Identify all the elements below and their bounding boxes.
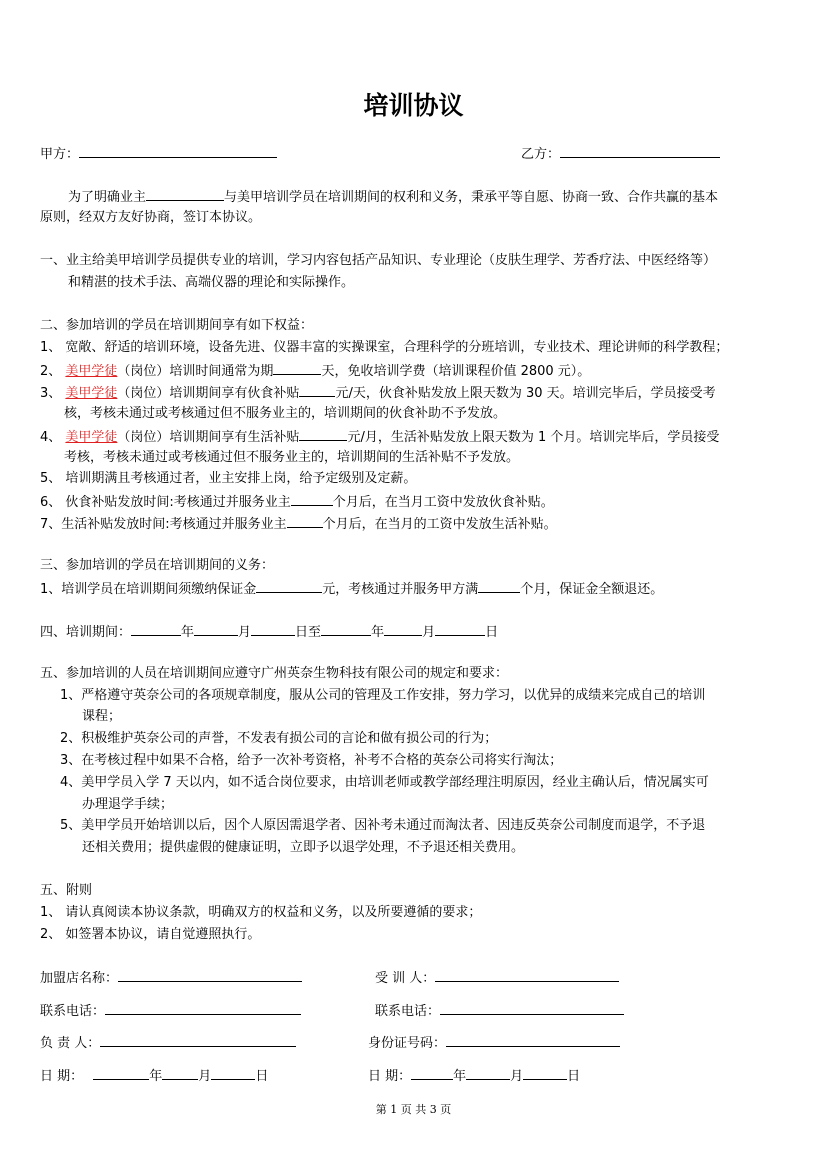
section-3-heading: 三、参加培训的学员在培训期间的义务： <box>40 558 275 573</box>
left-year-field[interactable] <box>93 1066 149 1080</box>
manager-line <box>40 1033 296 1053</box>
year-label: 年 <box>149 1069 163 1084</box>
id-line <box>368 1033 620 1053</box>
party-b-line <box>521 144 720 164</box>
date-label: 日 期： <box>40 1069 84 1084</box>
section-1-line-1: 一、业主给美甲培训学员提供专业的培训，学习内容包括产品知识、专业理论（皮肤生理学、芳香疗法、中医经络等） <box>40 253 717 268</box>
left-month-field[interactable] <box>162 1066 198 1080</box>
rule-item-5: 5、美甲学员开始培训以后，因个人原因需退学者、因补考未通过而淘汰者、因违反英奈公司制度而退学，不予退 <box>60 818 706 833</box>
store-name-label: 加盟店名称： <box>40 971 119 986</box>
rule-item-4-cont: 办理退学手续； <box>82 797 174 812</box>
item-number: 4、 <box>40 430 66 445</box>
item-text: （岗位）培训期间享有伙食补贴 <box>117 386 300 401</box>
month-label: 月 <box>422 625 436 640</box>
phone-right-line <box>375 1001 624 1021</box>
party-a-line <box>40 144 277 164</box>
period-label: 四、培训期间： <box>40 625 132 640</box>
date-left-line <box>40 1066 268 1086</box>
store-name-field[interactable] <box>118 968 302 982</box>
rule-item-5-cont: 还相关费用；提供虚假的健康证明，立即予以退学处理，不予退还相关费用。 <box>82 840 525 855</box>
item-text: 天，免收培训学费（培训课程价值 2800 元）。 <box>321 364 591 379</box>
phone-label: 联系电话： <box>40 1004 106 1019</box>
item-text: 6、 伙食补贴发放时间:考核通过并服务业主 <box>40 495 291 510</box>
start-year-field[interactable] <box>131 622 181 636</box>
rule-item-1-cont: 课程； <box>82 709 122 724</box>
day-to-label: 日至 <box>295 625 322 640</box>
training-period <box>40 622 498 642</box>
rights-item-2 <box>40 361 590 381</box>
rights-item-4-cont: 考核，考核未通过或考核通过但不服务业主的，培训期间的生活补贴不予发放。 <box>64 450 520 465</box>
trainee-phone-field[interactable] <box>440 1001 624 1015</box>
duty-item-1 <box>40 579 663 599</box>
item-text: （岗位）培训时间通常为期 <box>117 364 274 379</box>
item-text: 元/天，伙食补贴发放上限天数为 30 天。培训完毕后，学员接受考 <box>335 386 716 401</box>
rights-item-1: 1、 宽敞、舒适的培训环境，设备先进、仪器丰富的实操课室，合理科学的分班培训，专业技术、理论讲师的科学教程； <box>40 340 729 355</box>
position-link[interactable]: 美甲学徒 <box>65 386 118 401</box>
start-day-field[interactable] <box>251 622 295 636</box>
intro-line-1 <box>68 187 718 207</box>
trainee-label: 受 训 人： <box>375 971 436 986</box>
section-1-line-2: 和精湛的技术手法、高端仪器的理论和实际操作。 <box>68 275 355 290</box>
year-label: 年 <box>181 625 195 640</box>
rights-item-7 <box>40 514 557 534</box>
end-year-field[interactable] <box>321 622 371 636</box>
party-a-field[interactable] <box>79 144 277 158</box>
item-text: 个月后，在当月的工资中发放生活补贴。 <box>322 517 557 532</box>
manager-field[interactable] <box>100 1033 296 1047</box>
meal-allowance-field[interactable] <box>299 383 335 397</box>
living-allowance-field[interactable] <box>299 427 347 441</box>
party-b-field[interactable] <box>560 144 720 158</box>
store-phone-field[interactable] <box>105 1001 301 1015</box>
day-label: 日 <box>485 625 499 640</box>
appendix-item-2: 2、 如签署本协议，请自觉遵照执行。 <box>40 927 261 942</box>
position-link[interactable]: 美甲学徒 <box>65 364 118 379</box>
appendix-heading: 五、附则 <box>40 883 93 898</box>
appendix-item-1: 1、 请认真阅读本协议条款，明确双方的权益和义务，以及所要遵循的要求； <box>40 905 482 920</box>
position-link[interactable]: 美甲学徒 <box>65 430 118 445</box>
intro-text: 为了明确业主 <box>68 190 147 205</box>
intro-line-2: 原则，经双方友好协商，签订本协议。 <box>40 210 262 225</box>
phone-label: 联系电话： <box>375 1004 441 1019</box>
party-a-label: 甲方： <box>40 147 80 162</box>
page-title: 培训协议 <box>363 91 464 120</box>
party-b-label: 乙方： <box>521 147 561 162</box>
start-month-field[interactable] <box>194 622 238 636</box>
month-label: 月 <box>238 625 252 640</box>
trainee-line <box>375 968 619 988</box>
rule-item-1: 1、严格遵守英奈公司的各项规章制度，服从公司的管理及工作安排，努力学习，以优异的成绩来完成自己的培训 <box>60 688 706 703</box>
item-number: 3、 <box>40 386 66 401</box>
rule-item-4: 4、美甲学员入学 7 天以内，如不适合岗位要求，由培训老师或教学部经理注明原因，经业主确认后，情况属实可 <box>60 775 709 790</box>
rights-item-5: 5、 培训期满且考核通过者，业主安排上岗，给予定级别及定薪。 <box>40 471 417 486</box>
living-months-field[interactable] <box>287 514 323 528</box>
rights-item-3-cont: 核，考核未通过或考核通过但不服务业主的，培训期间的伙食补助不予发放。 <box>64 406 507 421</box>
end-day-field[interactable] <box>435 622 485 636</box>
right-month-field[interactable] <box>466 1066 510 1080</box>
item-text: 个月，保证金全额退还。 <box>520 582 664 597</box>
month-label: 月 <box>198 1069 212 1084</box>
item-text: 元/月，生活补贴发放上限天数为 1 个月。培训完毕后，学员接受 <box>347 430 720 445</box>
right-year-field[interactable] <box>411 1066 453 1080</box>
year-label: 年 <box>453 1069 467 1084</box>
page-footer: 第 1 页 共 3 页 <box>375 1103 452 1116</box>
id-number-field[interactable] <box>446 1033 620 1047</box>
rights-item-3 <box>40 383 716 403</box>
training-days-field[interactable] <box>273 361 321 375</box>
rule-item-2: 2、积极维护英奈公司的声誉，不发表有损公司的言论和做有损公司的行为； <box>60 731 498 746</box>
rule-item-3: 3、在考核过程中如果不合格，给予一次补考资格，补考不合格的英奈公司将实行淘汰； <box>60 753 563 768</box>
year-label: 年 <box>371 625 385 640</box>
date-label: 日 期： <box>368 1069 412 1084</box>
meal-months-field[interactable] <box>291 492 333 506</box>
item-number: 2、 <box>40 364 66 379</box>
intro-text: 与美甲培训学员在培训期间的权利和义务，秉承平等自愿、协商一致、合作共赢的基本 <box>224 190 719 205</box>
item-text: 个月后，在当月工资中发放伙食补贴。 <box>332 495 554 510</box>
phone-left-line <box>40 1001 301 1021</box>
deposit-field[interactable] <box>256 579 322 593</box>
owner-name-field[interactable] <box>146 187 224 201</box>
item-text: 7、生活补贴发放时间:考核通过并服务业主 <box>40 517 287 532</box>
right-day-field[interactable] <box>523 1066 567 1080</box>
trainee-field[interactable] <box>435 968 619 982</box>
section-5-heading: 五、参加培训的人员在培训期间应遵守广州英奈生物科技有限公司的规定和要求： <box>40 666 509 681</box>
id-label: 身份证号码： <box>368 1036 447 1051</box>
rights-item-6 <box>40 492 554 512</box>
month-label: 月 <box>510 1069 524 1084</box>
item-text: 1、培训学员在培训期间须缴纳保证金 <box>40 582 257 597</box>
rights-item-4 <box>40 427 719 447</box>
manager-label: 负 责 人： <box>40 1036 101 1051</box>
left-day-field[interactable] <box>211 1066 255 1080</box>
end-month-field[interactable] <box>384 622 422 636</box>
section-2-heading: 二、参加培训的学员在培训期间享有如下权益： <box>40 318 314 333</box>
date-right-line <box>368 1066 580 1086</box>
day-label: 日 <box>567 1069 581 1084</box>
day-label: 日 <box>255 1069 269 1084</box>
item-text: （岗位）培训期间享有生活补贴 <box>117 430 300 445</box>
item-text: 元，考核通过并服务甲方满 <box>322 582 479 597</box>
store-name-line <box>40 968 302 988</box>
service-months-field[interactable] <box>478 579 520 593</box>
